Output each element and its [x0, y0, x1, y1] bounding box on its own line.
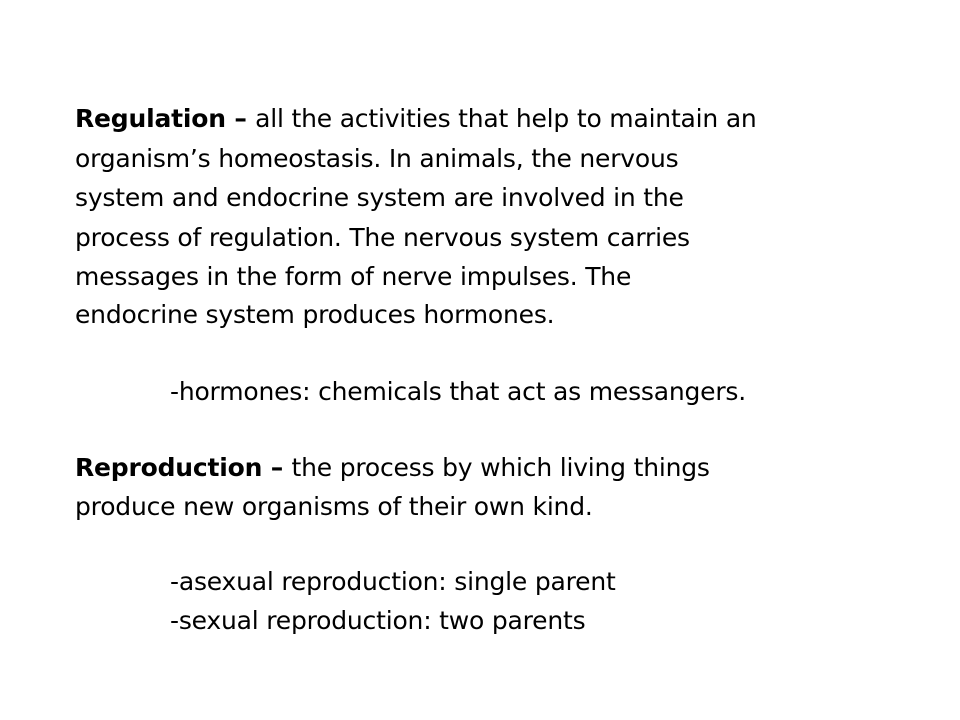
regulation-term: Regulation	[75, 104, 226, 133]
reproduction-definition-line-2: produce new organisms of their own kind.	[75, 492, 593, 521]
regulation-definition-line-6: endocrine system produces hormones.	[75, 300, 555, 329]
hormones-note: -hormones: chemicals that act as messangers.	[170, 377, 746, 406]
sexual-reproduction-note: -sexual reproduction: two parents	[170, 606, 586, 635]
regulation-definition-line-3: system and endocrine system are involved in the	[75, 183, 684, 212]
regulation-definition-line-5: messages in the form of nerve impulses. The	[75, 262, 632, 291]
reproduction-term: Reproduction	[75, 453, 263, 482]
reproduction-dash: –	[262, 453, 292, 482]
regulation-definition-line-1	[75, 104, 757, 134]
regulation-text-1: all the activities that help to maintain an	[255, 104, 757, 133]
reproduction-text-1: the process by which living things	[291, 453, 710, 482]
regulation-dash: –	[225, 104, 256, 133]
regulation-definition-line-2: organism’s homeostasis. In animals, the nervous	[75, 144, 679, 173]
regulation-definition-line-4: process of regulation. The nervous system carries	[75, 223, 690, 252]
asexual-reproduction-note: -asexual reproduction: single parent	[170, 567, 616, 596]
reproduction-definition-line-1	[75, 453, 710, 483]
